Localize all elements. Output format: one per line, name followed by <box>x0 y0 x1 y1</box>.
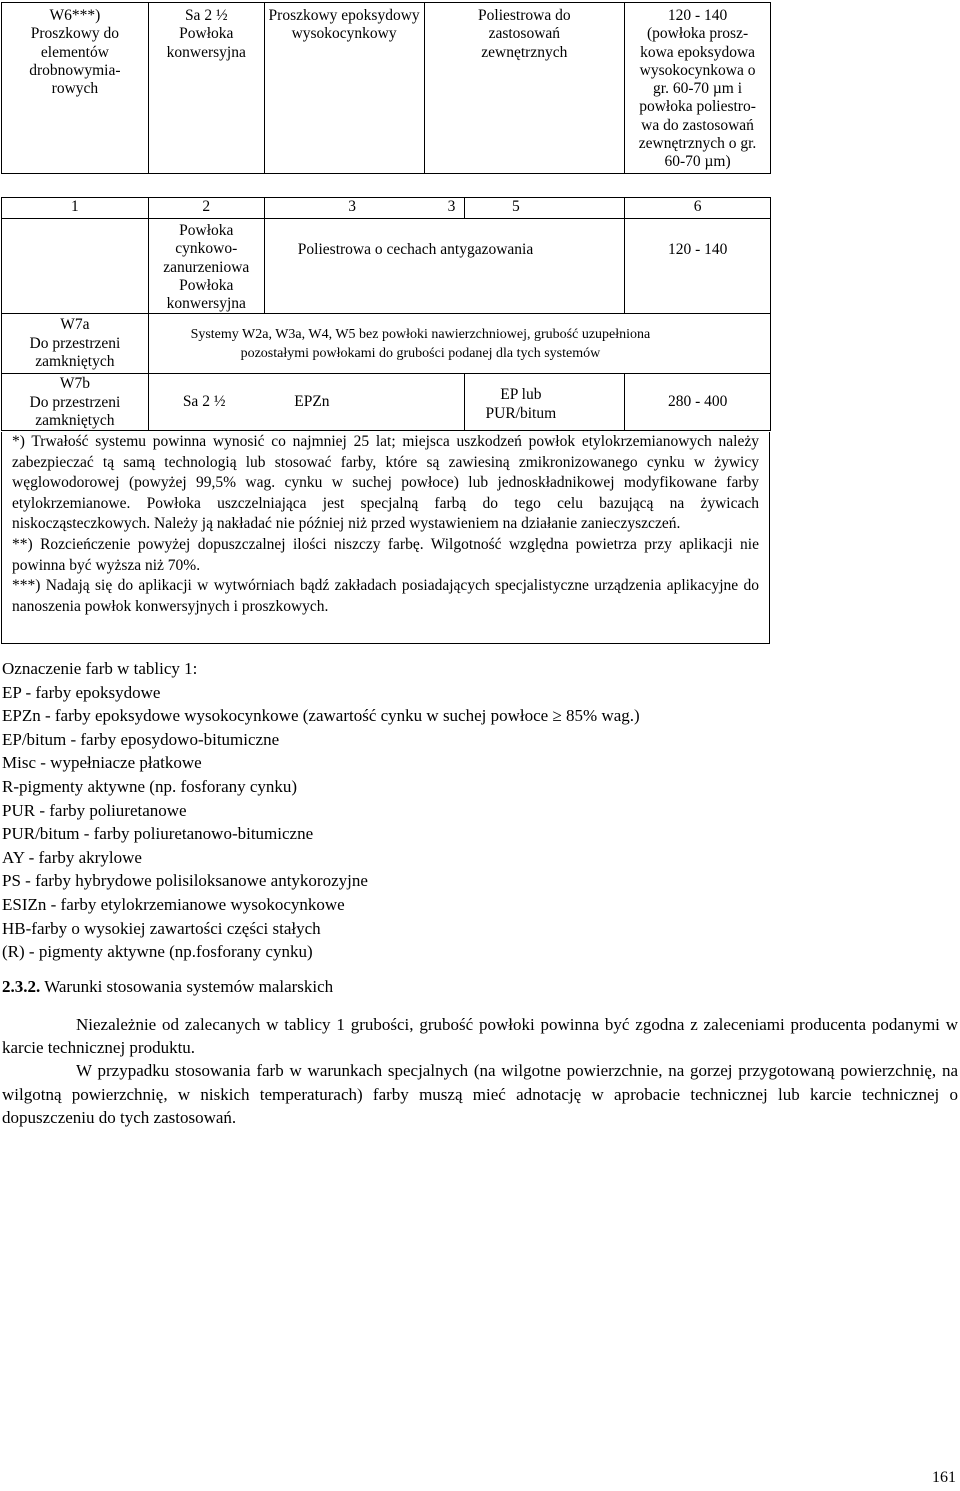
legend-item: PS - farby hybrydowe polisiloksanowe antykorozyjne <box>2 871 368 891</box>
table-cell: 120 - 140 (powłoka prosz- kowa epoksydowa wysokocynkowa o gr. 60-70 µm i powłoka poliestro- wa do zastosowań zewnętrznych o gr. 60-70 µm) <box>625 3 771 174</box>
table-cell: Sa 2 ½ <box>148 374 264 431</box>
table-cell-merged: Systemy W2a, W3a, W4, W5 bez powłoki nawierzchniowej, grubość uzupełniona pozostałymi powłokami do grubości podanej dla tych systemów <box>148 314 770 374</box>
system-table-main <box>1 197 771 431</box>
table-cell: Proszkowy epoksydowy wysokocynkowy <box>264 3 424 174</box>
section-heading <box>2 977 333 997</box>
table-cell: EPZn <box>264 374 465 431</box>
table-cell: W7b Do przestrzeni zamkniętych <box>2 374 149 431</box>
legend-item: EP - farby epoksydowe <box>2 682 161 702</box>
table-header-row <box>2 198 771 219</box>
page-number: 161 <box>932 1469 956 1486</box>
table-cell: W6***) Proszkowy do elementów drobnowymia- rowych <box>2 3 149 174</box>
legend-item: (R) - pigmenty aktywne (np.fosforany cynku) <box>2 942 313 962</box>
legend-item: EP/bitum - farby eposydowo-bitumiczne <box>2 729 280 749</box>
table-cell: W7a Do przestrzeni zamkniętych <box>2 314 149 374</box>
section-number: 2.3.2. <box>2 977 41 996</box>
table-cell: Poliestrowa do zastosowań zewnętrznych <box>424 3 625 174</box>
column-number: 3 <box>424 198 465 219</box>
paint-legend <box>2 657 902 964</box>
section-title: Warunki stosowania systemów malarskich <box>40 977 334 996</box>
table-cell: 120 - 140 <box>625 219 771 314</box>
paragraph: W przypadku stosowania farb w warunkach specjalnych (na wilgotne powierzchnie, na gorzej przygotowaną powierzchnię, na wilgotną powierzchnię, w niskich temperaturach) farby muszą mieć adnotację w aprobacie technicznej lub karcie technicznej o dopuszczeniu do tych zastosowań. <box>2 1061 958 1127</box>
table-cell: Sa 2 ½ Powłoka konwersyjna <box>148 3 264 174</box>
footnote: *) Trwałość systemu powinna wynosić co najmniej 25 lat; miejsca uszkodzeń powłok etylokrzemianowych należy zabezpieczać tą samą technologią lub stosować farby, które są zawiesiną zmikronizowanego cynku w żywicy węglowodorowej (powyżej 99,5% wag. cynku w suchej powłoce) lub jednoskładnikowej modyfikowane farby etylokrzemianowe. Powłoka uszczelniająca jest specjalną farbą do tego celu bazującą na żywicach niskocząsteczkowych. Należy ją nakładać nie później niż przed wystawieniem na działanie zanieczyszczeń. <box>12 433 759 533</box>
table-cell: 280 - 400 <box>625 374 771 431</box>
legend-item: EPZn - farby epoksydowe wysokocynkowe (zawartość cynku w suchej powłoce ≥ 85% wag.) <box>2 706 640 726</box>
legend-item: HB-farby o wysokiej zawartości części stałych <box>2 918 321 938</box>
column-number: 5 <box>465 198 625 219</box>
table-footnotes <box>1 432 770 644</box>
column-number: 1 <box>2 198 149 219</box>
paragraph: Niezależnie od zalecanych w tablicy 1 grubości, grubość powłoki powinna być zgodna z zaleceniami producenta podanymi w karcie technicznej produktu. <box>2 1015 958 1058</box>
table-row <box>2 374 771 431</box>
table-row <box>2 219 771 314</box>
legend-item: AY - farby akrylowe <box>2 847 142 867</box>
legend-title: Oznaczenie farb w tablicy 1: <box>2 659 198 678</box>
body-text <box>2 1013 958 1129</box>
table-cell <box>2 219 149 314</box>
table-cell-merged: Poliestrowa o cechach antygazowania <box>264 219 625 314</box>
system-table-top <box>1 2 771 174</box>
footnote: ***) Nadają się do aplikacji w wytwórniach bądź zakładach posiadających specjalistyczne urządzenia aplikacyjne do nanoszenia powłok konwersyjnych i proszkowych. <box>12 577 759 615</box>
column-number: 3 <box>264 198 424 219</box>
table-row <box>2 314 771 374</box>
legend-item: Misc - wypełniacze płatkowe <box>2 753 202 773</box>
footnote: **) Rozcieńczenie powyżej dopuszczalnej ilości niszczy farbę. Wilgotność względna powietrza przy aplikacji nie powinna być wyższa niż 70%. <box>12 535 759 574</box>
legend-item: PUR - farby poliuretanowe <box>2 800 187 820</box>
table-cell: Powłoka cynkowo- zanurzeniowa Powłoka konwersyjna <box>148 219 264 314</box>
table-row <box>2 3 771 174</box>
column-number: 6 <box>625 198 771 219</box>
legend-item: ESIZn - farby etylokrzemianowe wysokocynkowe <box>2 894 345 914</box>
legend-item: R-pigmenty aktywne (np. fosforany cynku) <box>2 776 298 796</box>
column-number: 2 <box>148 198 264 219</box>
table-cell: EP lub PUR/bitum <box>465 374 625 431</box>
legend-item: PUR/bitum - farby poliuretanowo-bitumiczne <box>2 824 314 844</box>
